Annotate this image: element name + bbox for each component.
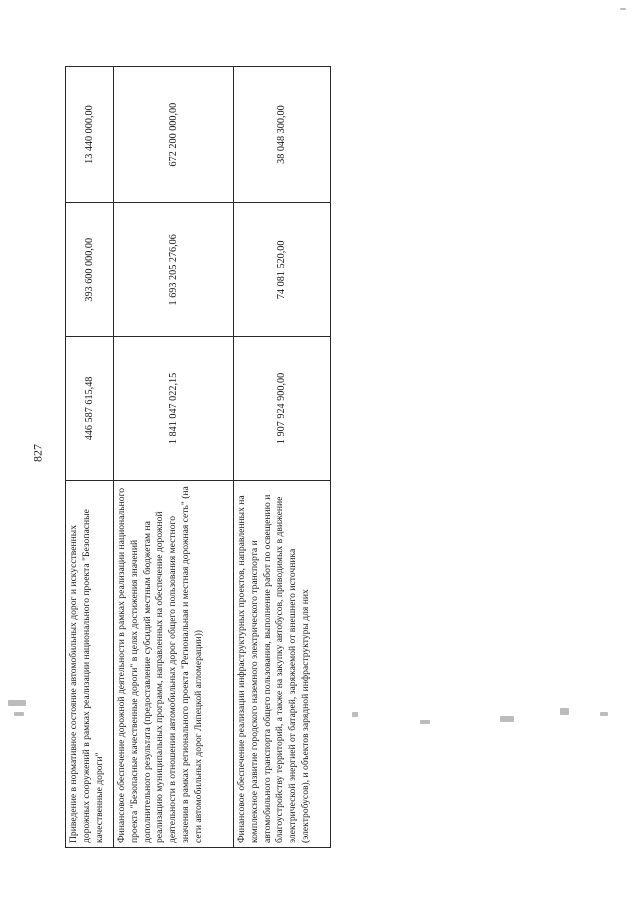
table-row (234, 67, 331, 848)
row-amount-col2: 446 587 615,48 (66, 337, 114, 480)
row-amount-col2: 1 841 047 022,15 (114, 337, 234, 480)
row-description: Приведение в нормативное состояние автомобильных дорог и искусственных дорожных сооружений в рамках реализации национального проекта "Безопасные качественные дороги" (66, 480, 114, 847)
page-number: 827 (30, 444, 45, 462)
scan-speck (500, 716, 514, 722)
row-amount-col3: 74 081 520,00 (234, 203, 331, 337)
row-amount-col3: 393 600 000,00 (66, 203, 114, 337)
row-amount-col4: 38 048 300,00 (234, 67, 331, 203)
scan-speck (600, 712, 608, 716)
scan-speck (14, 712, 24, 716)
rotated-table-container (65, 66, 330, 848)
table-row (66, 67, 114, 848)
table-row (114, 67, 234, 848)
scan-speck (8, 700, 26, 706)
row-amount-col4: 672 200 000,00 (114, 67, 234, 203)
row-description: Финансовое обеспечение дорожной деятельности в рамках реализации национального проекта "Безопасные качественные дороги" в целях достижения значений дополнительного результата (предоставление субсидий местным бюджетам на реализацию муниципальных программ, направленных на обеспечение дорожной деятельности в отношении автомобильных дорог общего пользования местного значения в рамках регионального проекта "Региональная и местная дорожная сеть" (на сети автомобильных дорог Липецкой агломерации)) (114, 480, 234, 847)
budget-table (65, 66, 331, 848)
row-amount-col4: 13 440 000,00 (66, 67, 114, 203)
row-amount-col2: 1 907 924 900,00 (234, 337, 331, 480)
row-description: Финансовое обеспечение реализации инфраструктурных проектов, направленных на комплексное развитие городского наземного электрического транспорта и автомобильного транспорта общего пользования, выполнение работ по освещению и благоустройству территорий, а также на закупку автобусов, приводимых в движение электрической энергией от батарей, заряжаемой от внешнего источника (электробусов), и объектов зарядной инфраструктуры для них (234, 480, 331, 847)
row-amount-col3: 1 693 205 276,06 (114, 203, 234, 337)
scan-speck (560, 708, 569, 715)
scan-speck (352, 712, 358, 717)
scan-speck (620, 8, 626, 10)
scan-speck (420, 720, 430, 724)
rotated-table (65, 66, 330, 848)
